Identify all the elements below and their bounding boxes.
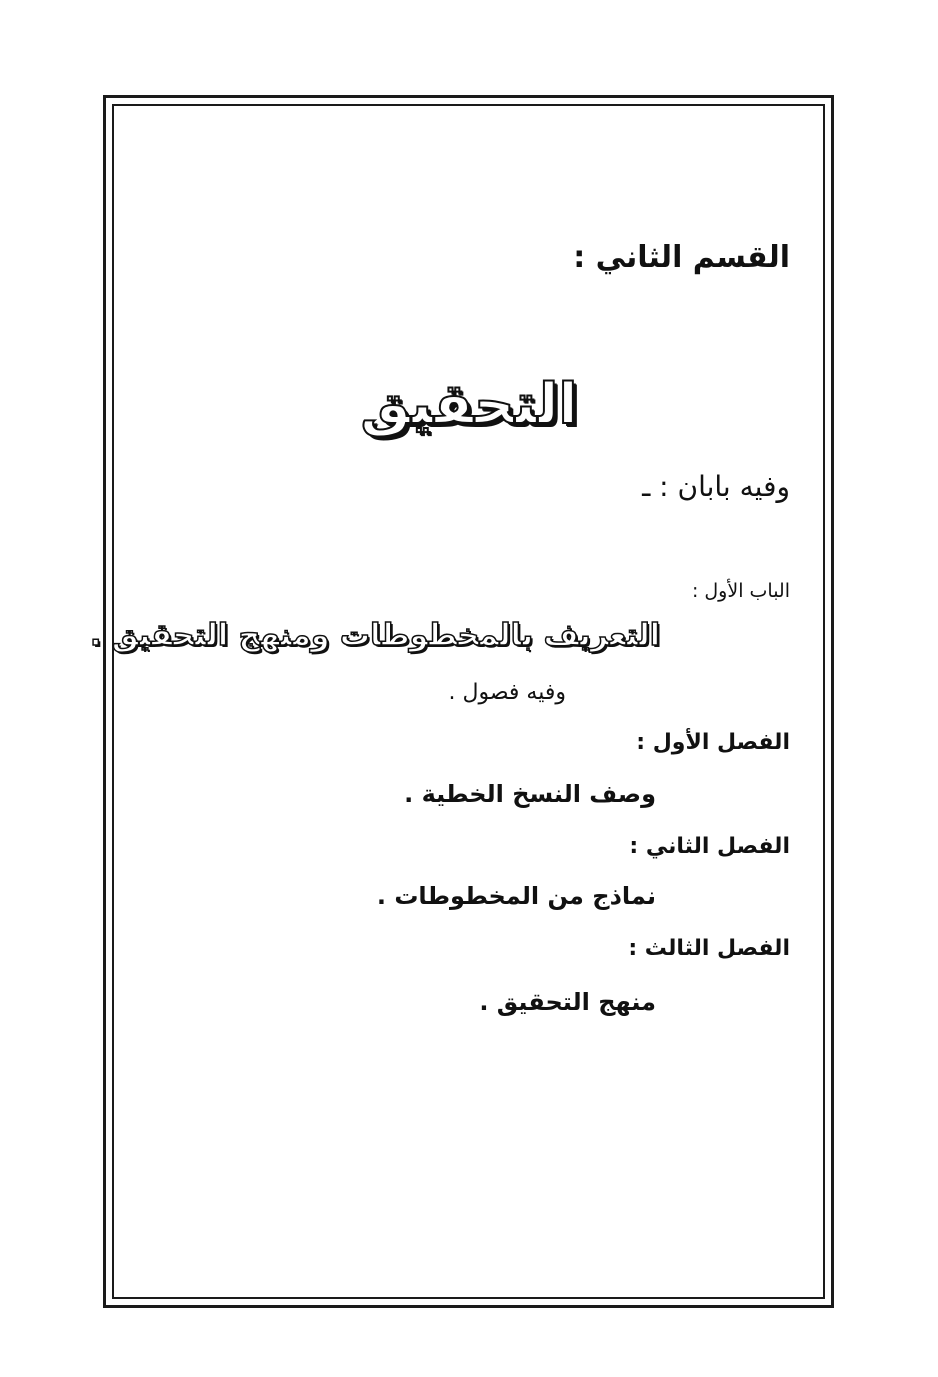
chapter-one-title: وصف النسخ الخطية . [404, 780, 656, 808]
chapter-three-title: منهج التحقيق . [479, 988, 656, 1016]
chapter-one-label: الفصل الأول : [636, 730, 790, 755]
main-title: التحقيق [360, 372, 578, 437]
part-one-label: الباب الأول : [691, 580, 790, 602]
chapter-three-label: الفصل الثالث : [628, 936, 790, 961]
chapters-intro: وفيه فصول . [448, 680, 566, 705]
section-heading: القسم الثاني : [573, 240, 790, 275]
part-one-title: التعريف بالمخطوطات ومنهج التحقيق . [90, 618, 660, 653]
sections-intro: وفيه بابان : ـ [642, 470, 790, 503]
chapter-two-title: نماذج من المخطوطات . [376, 882, 656, 910]
chapter-two-label: الفصل الثاني : [629, 834, 790, 859]
